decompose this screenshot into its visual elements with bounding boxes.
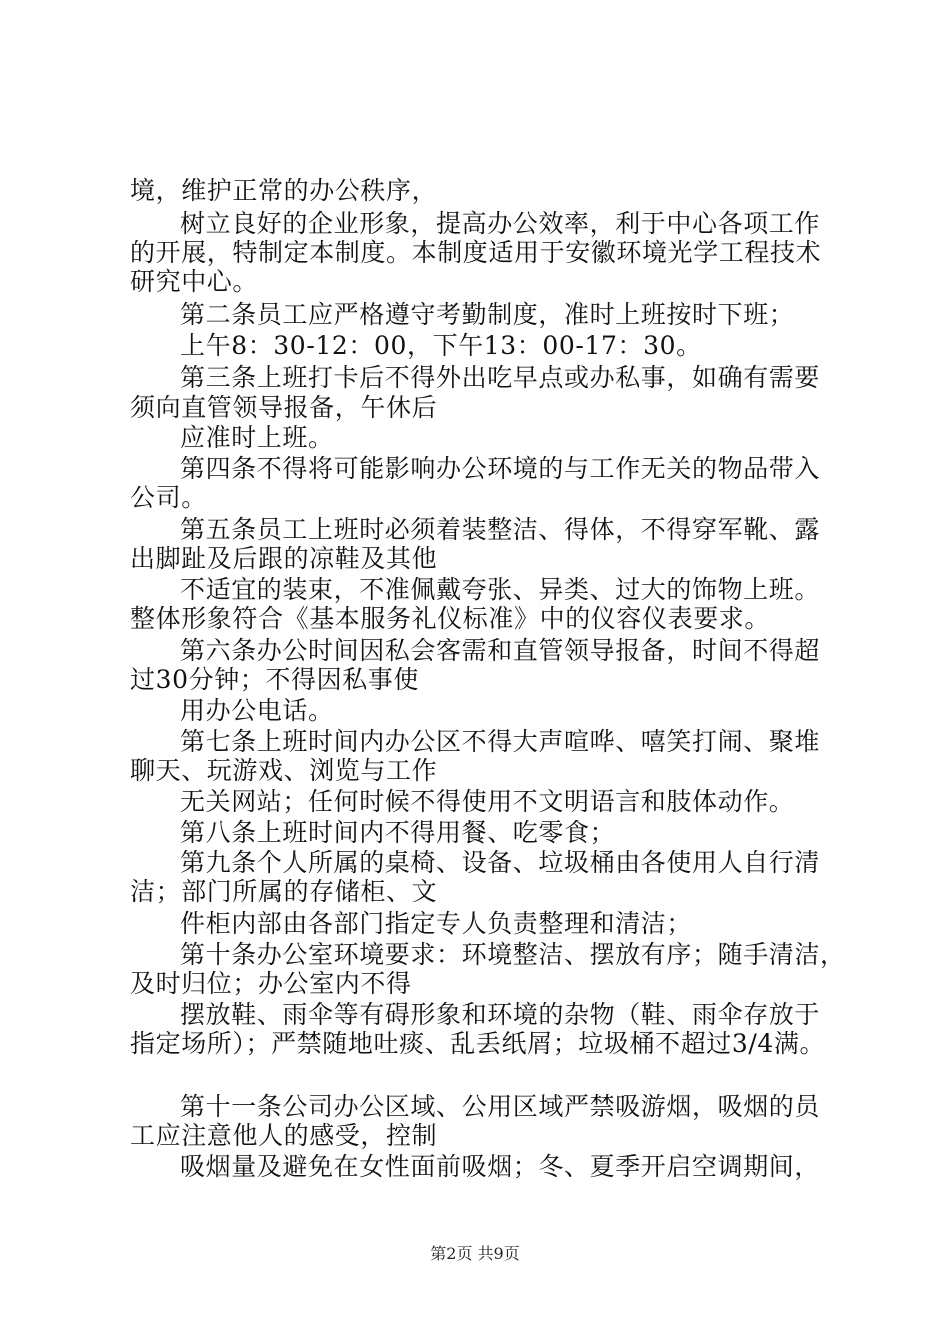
- text-line: 指定场所）；严禁随地吐痰、乱丢纸屑；垃圾桶不超过3/4满。: [130, 1029, 826, 1058]
- text-line: 境，维护正常的办公秩序，: [130, 176, 438, 205]
- text-line: 聊天、玩游戏、浏览与工作: [130, 756, 438, 785]
- text-line: 树立良好的企业形象，提高办公效率，利于中心各项工作: [180, 209, 821, 238]
- text-line: 研究中心。: [130, 267, 259, 296]
- text-line: 件柜内部由各部门指定专人负责整理和清洁；: [180, 909, 693, 938]
- text-line: 洁；部门所属的存储柜、文: [130, 877, 438, 906]
- text-line: 吸烟量及避免在女性面前吸烟；冬、夏季开启空调期间，: [180, 1152, 821, 1181]
- text-line: 不适宜的装束，不准佩戴夸张、异类、过大的饰物上班。: [180, 575, 821, 604]
- text-line: 用办公电话。: [180, 696, 334, 725]
- text-line: 第十一条公司办公区域、公用区域严禁吸游烟，吸烟的员: [180, 1092, 821, 1121]
- text-line: 过30分钟；不得因私事使: [130, 665, 420, 694]
- text-line: 整体形象符合《基本服务礼仪标准》中的仪容仪表要求。: [130, 604, 771, 633]
- text-line: 第八条上班时间内不得用餐、吃零食；: [180, 818, 616, 847]
- text-line: 第六条办公时间因私会客需和直管领导报备，时间不得超: [180, 636, 821, 665]
- text-line: 应准时上班。: [180, 423, 334, 452]
- text-line: 摆放鞋、雨伞等有碍形象和环境的杂物（鞋、雨伞存放于: [180, 1000, 821, 1029]
- text-line: 无关网站；任何时候不得使用不文明语言和肢体动作。: [180, 787, 795, 816]
- text-line: 的开展，特制定本制度。本制度适用于安徽环境光学工程技术: [130, 238, 822, 267]
- text-line: 第九条个人所属的桌椅、设备、垃圾桶由各使用人自行清: [180, 848, 821, 877]
- text-line: 第七条上班时间内办公区不得大声喧哗、嘻笑打闹、聚堆: [180, 727, 821, 756]
- text-line: 出脚趾及后跟的凉鞋及其他: [130, 544, 438, 573]
- text-line: 第三条上班打卡后不得外出吃早点或办私事，如确有需要: [180, 363, 821, 392]
- text-line: 第十条办公室环境要求：环境整洁、摆放有序；随手清洁，: [180, 940, 846, 969]
- text-line: 上午8：30-12：00，下午13：00-17：30。: [180, 331, 702, 360]
- text-line: 须向直管领导报备，午休后: [130, 393, 438, 422]
- text-line: 公司。: [130, 483, 207, 512]
- text-line: 第四条不得将可能影响办公环境的与工作无关的物品带入: [180, 454, 821, 483]
- text-line: 第五条员工上班时必须着装整洁、得体，不得穿军靴、露: [180, 515, 821, 544]
- text-line: 工应注意他人的感受，控制: [130, 1121, 438, 1150]
- text-line: 第二条员工应严格遵守考勤制度，准时上班按时下班；: [180, 300, 795, 329]
- text-line: 及时归位；办公室内不得: [130, 969, 412, 998]
- page-number-footer: 第2页 共9页: [430, 1244, 520, 1263]
